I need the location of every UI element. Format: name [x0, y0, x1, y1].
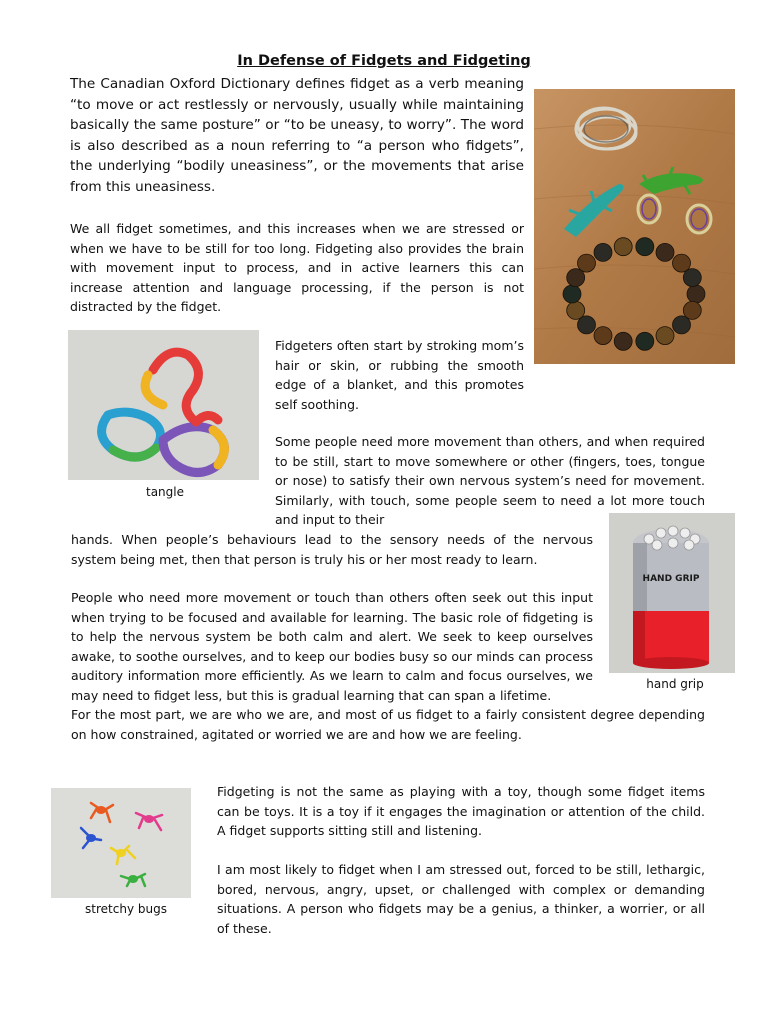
stressed-paragraph: I am most likely to fidget when I am stressed out, forced to be still, lethargic, bored, nervous, angry, upset, or challenged with complex or demanding situations. A person who fidgets may be a genius, a thinker, a worrier, or all of these.: [217, 862, 705, 936]
seek-input-paragraph: People who need more movement or touch than others often seek out this input when trying to be focused and available for learning. The basic role of fidgeting is to help the nervous system be both calm and alert. We seek to keep ourselves awake, to soothe ourselves, and to keep our bodies busy so our minds can process auditory information more efficiently. As we learn to calm and focus ourselves, we may need to fidget less, but this is gradual learning that can span a lifetime.: [71, 590, 593, 703]
page-title: In Defense of Fidgets and Fidgeting: [237, 53, 531, 69]
movement-paragraph: Some people need more movement than others, and when required to be still, start to move somewhere or other (fingers, toes, tongue or nose) to satisfy their own nervous system’s need for movement. Similarly, with touch, some people seem to need a lot more touch and input to their: [275, 434, 705, 528]
fidget-all-paragraph: We all fidget sometimes, and this increases when we are stressed or when we have to be still for too long. Fidgeting also provides the brain with movement input to process, and in active learners this can increase attention and language processing, if the person is not distracted by the fidget.: [70, 221, 524, 315]
strokers-paragraph: Fidgeters often start by stroking mom’s hair or skin, or rubbing the smooth edge of a blanket, and this promotes self soothing.: [275, 338, 524, 412]
seek-input-paragraph-end: For the most part, we are who we are, and most of us fidget to a fairly consistent degree depending on how constrained, agitated or worried we are and how we are feeling.: [71, 707, 705, 742]
toy-paragraph: Fidgeting is not the same as playing with a toy, though some fidget items can be toys. It is a toy if it engages the imagination or attention of the child. A fidget supports sitting still and listening.: [217, 784, 705, 839]
fidgets-on-wood-photo: [534, 89, 735, 364]
tangle-caption: tangle: [146, 485, 184, 499]
hand-grip-caption: hand grip: [646, 677, 704, 691]
tangle-photo: [68, 330, 259, 480]
stretchy-bugs-photo: [51, 788, 191, 898]
hand-grip-brand-label: HAND GRIP: [642, 574, 700, 584]
stretchy-bugs-caption: stretchy bugs: [85, 902, 167, 916]
intro-paragraph: The Canadian Oxford Dictionary defines fidget as a verb meaning “to move or act restlessly or nervously, usually while maintaining basically the same posture” or “to be uneasy, to worry”. The word is also described as a noun referring to “a person who fidgets”, the underlying “bodily uneasiness”, or the movements that arise from this uneasiness.: [70, 76, 524, 195]
hand-grip-photo: [609, 513, 735, 673]
movement-paragraph-continued: hands. When people’s behaviours lead to the sensory needs of the nervous system being met, then that person is truly his or her most ready to learn.: [71, 532, 593, 567]
